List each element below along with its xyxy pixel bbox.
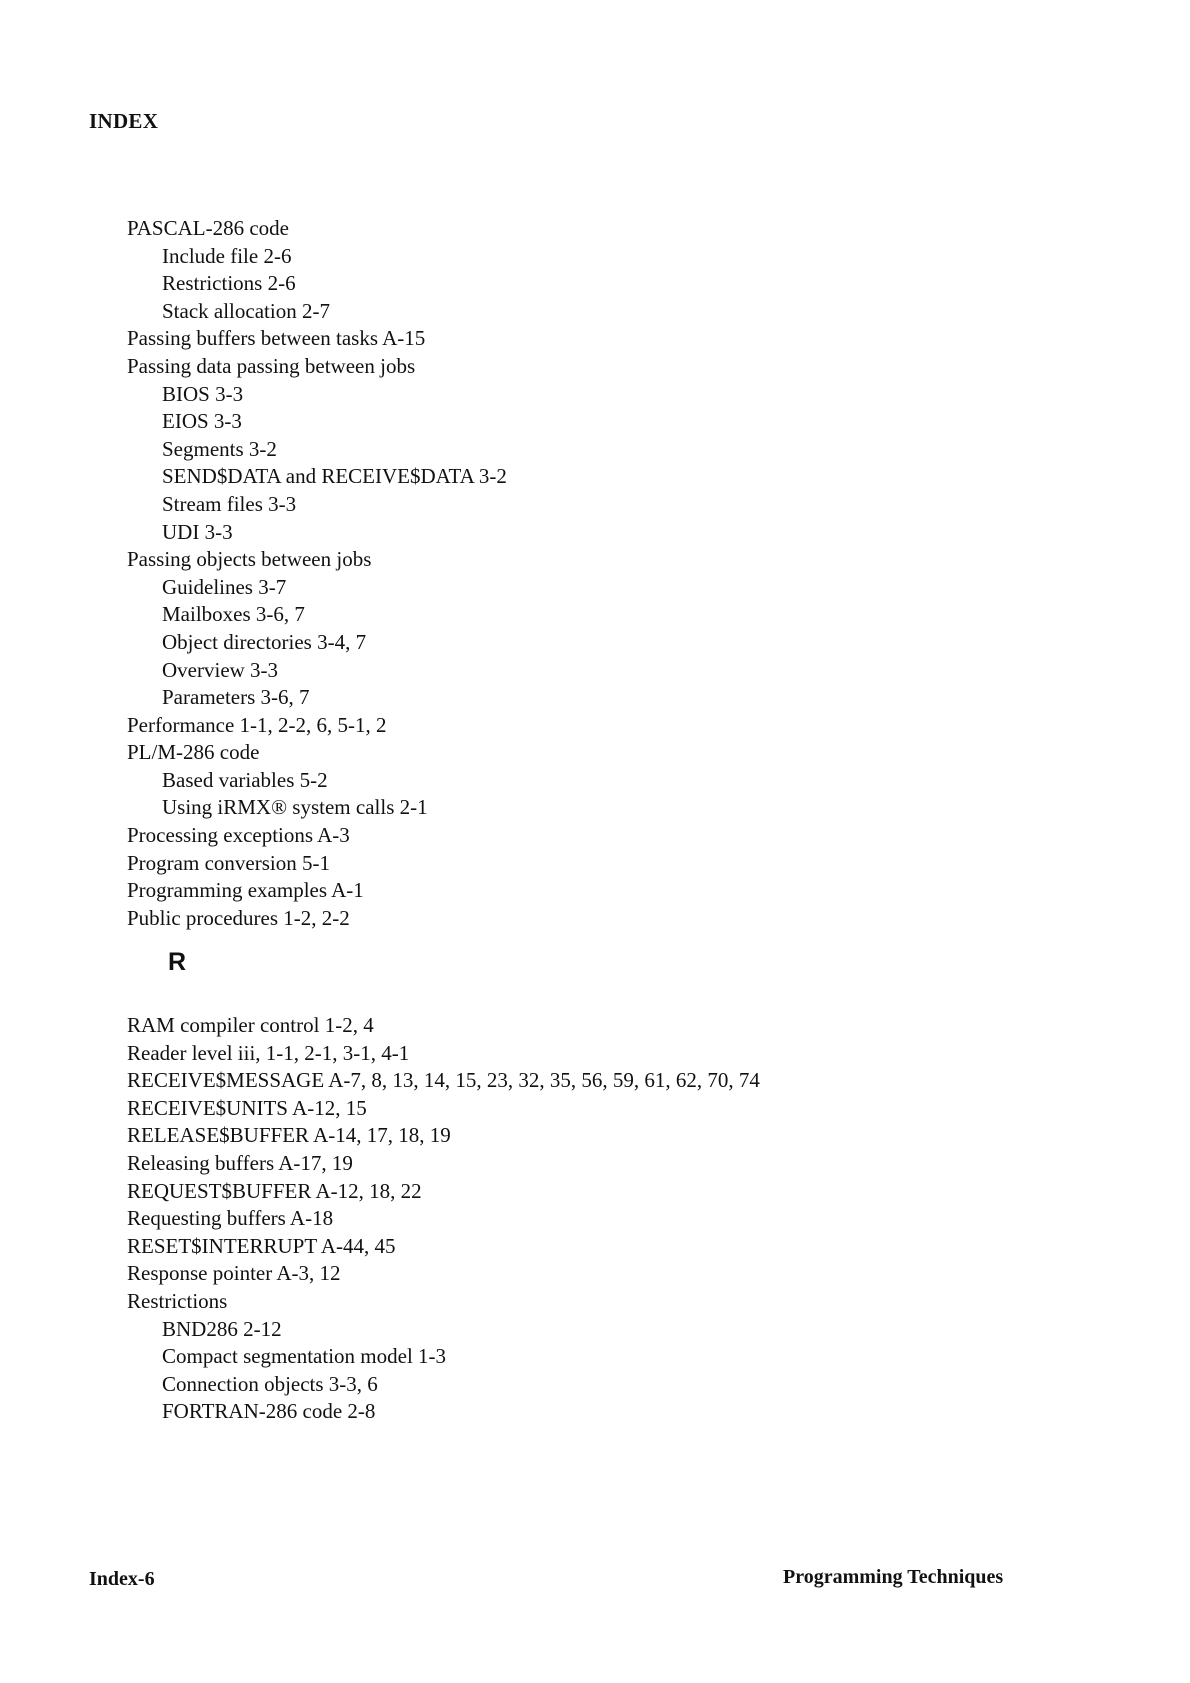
index-subentry: Using iRMX® system calls 2-1 [162,795,428,820]
index-section-p [127,215,1127,932]
index-subentry: Based variables 5-2 [162,767,328,792]
index-subentry: BIOS 3-3 [162,381,244,406]
index-subentry: Stack allocation 2-7 [162,298,330,323]
footer-page-number: Index-6 [89,1568,155,1590]
index-entry: Passing buffers between tasks A-15 [127,326,426,351]
index-subentry: SEND$DATA and RECEIVE$DATA 3-2 [162,464,507,489]
index-entry: REQUEST$BUFFER A-12, 18, 22 [127,1178,422,1203]
index-subentry: BND286 2-12 [162,1316,282,1341]
index-entry: PASCAL-286 code [127,216,289,240]
index-entry: Response pointer A-3, 12 [127,1261,341,1286]
index-subentry: Segments 3-2 [162,436,277,461]
index-entry: RESET$INTERRUPT A-44, 45 [127,1233,396,1258]
index-entry: PL/M-286 code [127,740,260,765]
index-subentry: Connection objects 3-3, 6 [162,1371,378,1396]
page-header: INDEX [89,109,159,133]
index-subentry: Overview 3-3 [162,657,279,682]
index-subentry: Include file 2-6 [162,243,292,268]
index-subentry: UDI 3-3 [162,519,233,544]
index-entry: Passing data passing between jobs [127,353,416,378]
footer-book-title: Programming Techniques [783,1566,1004,1588]
index-entry: Public procedures 1-2, 2-2 [127,905,350,930]
index-entry: RELEASE$BUFFER A-14, 17, 18, 19 [127,1123,451,1148]
index-subentry: Restrictions 2-6 [162,271,296,296]
index-subentry: Parameters 3-6, 7 [162,685,310,710]
index-entry: Passing objects between jobs [127,547,372,572]
index-subentry: Compact segmentation model 1-3 [162,1344,447,1369]
index-entry: RECEIVE$MESSAGE A-7, 8, 13, 14, 15, 23, 32, 35, 56, 59, 61, 62, 70, 74 [127,1068,760,1093]
index-subentry: Object directories 3-4, 7 [162,629,367,654]
index-entry: Reader level iii, 1-1, 2-1, 3-1, 4-1 [127,1040,410,1065]
index-subentry: Stream files 3-3 [162,491,297,516]
index-entry: RECEIVE$UNITS A-12, 15 [127,1095,367,1120]
index-subentry: Guidelines 3-7 [162,574,287,599]
index-section-r [127,1012,1127,1426]
index-entry: Releasing buffers A-17, 19 [127,1150,353,1175]
index-entry: Program conversion 5-1 [127,850,330,875]
index-subentry: Mailboxes 3-6, 7 [162,602,305,627]
index-entry: Requesting buffers A-18 [127,1206,334,1231]
index-entry: Processing exceptions A-3 [127,823,350,848]
index-subentry: FORTRAN-286 code 2-8 [162,1399,376,1424]
index-entry: Performance 1-1, 2-2, 6, 5-1, 2 [127,712,387,737]
index-entry: Programming examples A-1 [127,878,364,903]
index-subentry: EIOS 3-3 [162,409,242,434]
section-letter-r: R [168,948,187,976]
index-entry: RAM compiler control 1-2, 4 [127,1013,374,1037]
index-entry: Restrictions [127,1288,228,1313]
